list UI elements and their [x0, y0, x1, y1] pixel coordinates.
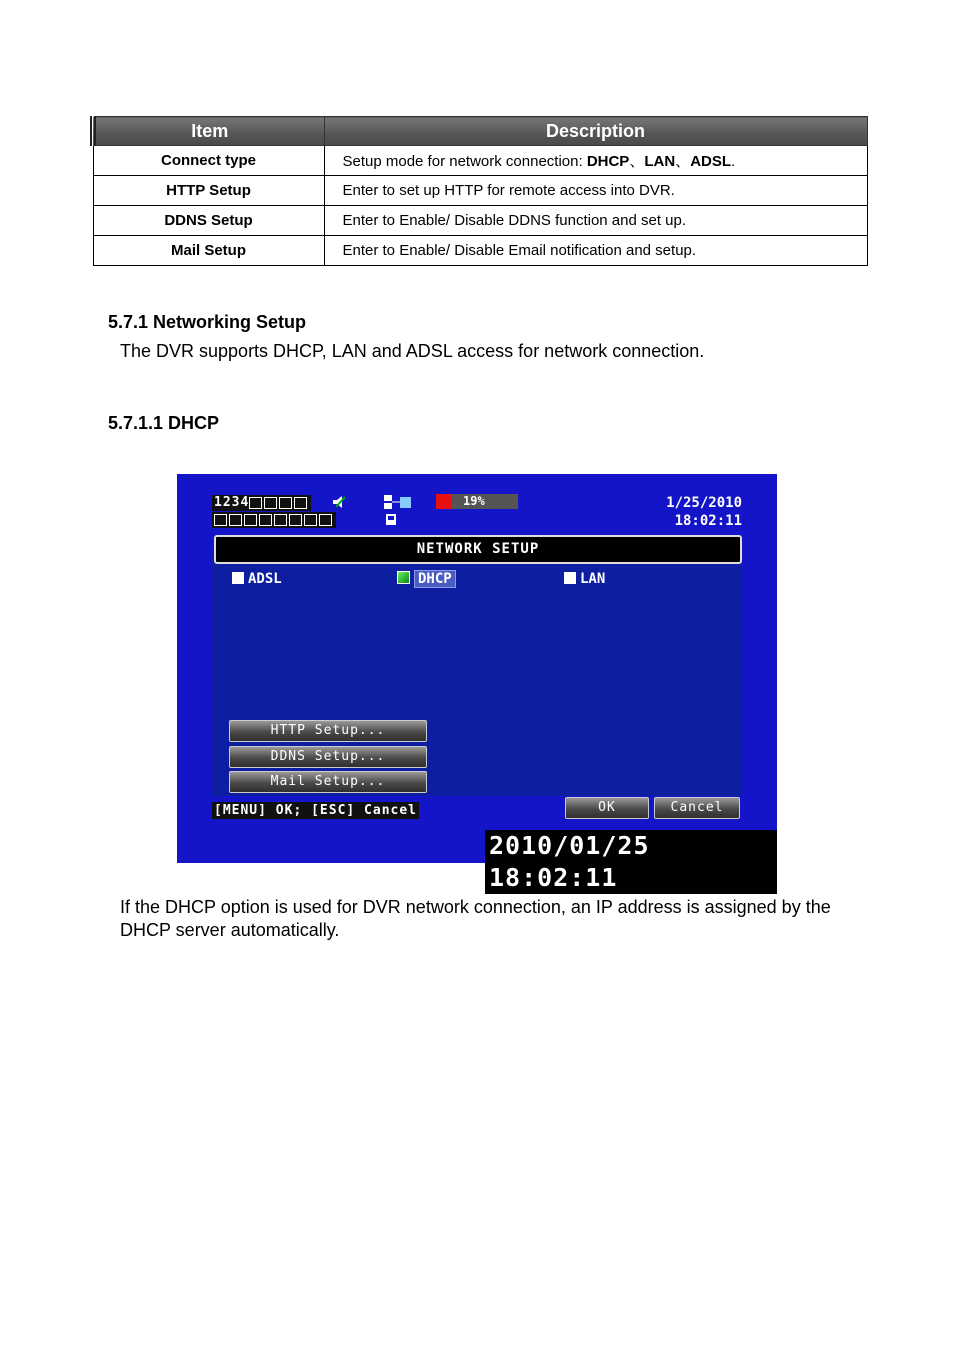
mail-setup-button[interactable]: Mail Setup... [229, 771, 427, 793]
overlay-clock: 2010/01/25 18:02:11 [485, 830, 777, 894]
cell-description: Enter to Enable/ Disable Email notification and setup. [324, 236, 867, 266]
cancel-button[interactable]: Cancel [654, 797, 740, 819]
channel-status-row-2 [212, 512, 336, 528]
speaker-icon [332, 495, 346, 509]
channel-status-row [212, 495, 311, 511]
checkbox-adsl[interactable] [232, 572, 244, 584]
column-header-item: Item [93, 117, 324, 146]
section-heading: 5.7.1 Networking Setup [108, 312, 307, 332]
subsection-heading: 5.7.1.1 DHCP [108, 413, 220, 433]
channel-numbers: 1234 [214, 495, 250, 510]
cell-description: Enter to Enable/ Disable DDNS function and set up. [324, 206, 867, 236]
cell-item: DDNS Setup [93, 206, 324, 236]
hdd-usage-label: 19% [463, 494, 485, 508]
dhcp-description: If the DHCP option is used for DVR network connection, an IP address is assigned by the DHCP server automatically. [120, 897, 831, 940]
table-row [93, 206, 867, 236]
key-hint: [MENU] OK; [ESC] Cancel [214, 803, 418, 818]
table-header-row [93, 117, 867, 146]
cell-item: Connect type [93, 146, 324, 176]
datetime-display [666, 494, 742, 530]
option-adsl[interactable]: ADSL [232, 571, 282, 587]
storage-icon [385, 513, 397, 526]
checkbox-lan[interactable] [564, 572, 576, 584]
section-text: The DVR supports DHCP, LAN and ADSL access for network connection. [120, 341, 705, 361]
http-setup-button[interactable]: HTTP Setup... [229, 720, 427, 742]
cell-item: HTTP Setup [93, 176, 324, 206]
network-icon [383, 494, 413, 510]
table-row [93, 146, 867, 176]
table-row [93, 176, 867, 206]
table-row [93, 236, 867, 266]
option-lan[interactable]: LAN [564, 571, 605, 587]
column-header-description: Description [324, 117, 867, 146]
hdd-usage-bar [436, 494, 518, 509]
spec-table [90, 116, 868, 266]
dialog-title: NETWORK SETUP [214, 535, 742, 564]
checkbox-dhcp[interactable] [397, 571, 410, 584]
dvr-screenshot [177, 474, 777, 892]
cell-item: Mail Setup [93, 236, 324, 266]
ddns-setup-button[interactable]: DDNS Setup... [229, 746, 427, 768]
time-label: 18:02:11 [674, 513, 742, 529]
date-label: 1/25/2010 [666, 495, 742, 511]
cell-description: Setup mode for network connection: DHCP、LAN、ADSL. [324, 146, 867, 176]
option-dhcp[interactable]: DHCP [397, 571, 456, 587]
hdd-usage-fill [436, 494, 452, 509]
ok-button[interactable]: OK [565, 797, 649, 819]
cell-description: Enter to set up HTTP for remote access into DVR. [324, 176, 867, 206]
